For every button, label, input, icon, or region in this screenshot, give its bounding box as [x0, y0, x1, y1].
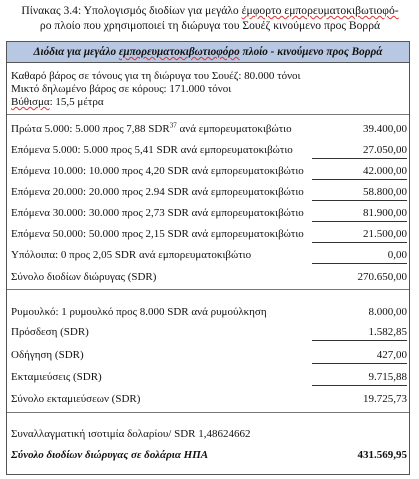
row-label: Πρώτα 5.000: 5.000 προς 7,88 SDR$^{37}$ ανά εμπορευματοκιβώτιο [11, 121, 292, 135]
table-row [11, 121, 407, 138]
row-value: 0,00 [312, 247, 407, 264]
draft-info [11, 96, 104, 109]
table-row [11, 205, 407, 222]
header-misspelled-word: εμπορευματοκιβωτιοφόρο [118, 46, 240, 58]
caption-misspelled-word: έμφορτο εμπορευματοκιβωτιοφό- [241, 4, 399, 17]
row-label: Σύνολο διοδίων διώρυγας (SDR) [11, 271, 157, 283]
tolls-table [6, 41, 410, 475]
caption-text-start: Πίνακας 3.4: Υπολογισμός διοδίων για μεγάλο [21, 4, 242, 17]
section-divider [7, 114, 409, 115]
table-row [11, 369, 407, 386]
table-row [11, 142, 407, 159]
draft-value: : 15,5 μέτρα [49, 96, 104, 108]
header-text-end: πλοίο - κινούμενο προς Βορρά [239, 46, 383, 58]
row-value: 27.050,00 [312, 142, 407, 159]
exchange-rate-row [11, 426, 407, 443]
row-value: 21.500,00 [312, 226, 407, 243]
table-header [7, 42, 409, 63]
disbursement-total-row [11, 391, 407, 408]
row-value: 42.000,00 [312, 163, 407, 180]
row-label: Επόμενα 20.000: 20.000 προς 2.94 SDR ανά εμπορευματοκιβώτιο [11, 186, 304, 198]
row-value: 427,00 [312, 347, 407, 364]
row-value: 81.900,00 [312, 205, 407, 222]
exchange-rate-text: Συναλλαγματική ισοτιμία δολαρίου/ SDR 1,48624662 [11, 428, 251, 440]
row-label: Εκταμιεύσεις (SDR) [11, 371, 102, 383]
row-value: 270.650,00 [357, 271, 407, 283]
row-label: Επόμενα 5.000: 5.000 προς 5,41 SDR ανά εμπορευματοκιβώτιο [11, 144, 293, 156]
row-value: 431.569,95 [357, 449, 407, 461]
row-value: 8.000,00 [368, 306, 407, 318]
row-label: Σύνολο διοδίων διώρυγας σε δολάρια ΗΠΑ [11, 449, 209, 461]
row-label: Οδήγηση (SDR) [11, 349, 84, 361]
table-row [11, 184, 407, 201]
row-label: Επόμενα 50.000: 50.000 προς 2,15 SDR ανά εμπορευματοκιβώτιο [11, 228, 304, 240]
row-value: 58.800,00 [312, 184, 407, 201]
canal-total-row [11, 269, 407, 286]
row-label: Επόμενα 10.000: 10.000 προς 4,20 SDR ανά εμπορευματοκιβώτιο [11, 165, 304, 177]
gross-tonnage: Μικτό δηλωμένο βάρος σε κόρους: 171.000 τόνοι [11, 83, 232, 95]
row-value: 39.400,00 [363, 123, 407, 135]
grand-total-row [11, 447, 407, 464]
section-divider [7, 289, 409, 290]
table-row [11, 304, 407, 321]
row-label: Πρόσδεση (SDR) [11, 326, 89, 338]
row-label: Υπόλοιπα: 0 προς 2,05 SDR ανά εμπορευματοκιβώτιο [11, 249, 252, 261]
table-row [11, 247, 407, 264]
caption-text-end: ρο πλοίο που χρησιμοποιεί τη διώρυγα του Σουέζ κινούμενο προς Βορρά [39, 19, 381, 32]
row-label: Ρυμουλκό: 1 ρυμουλκό προς 8.000 SDR ανά ρυμούλκηση [11, 306, 267, 318]
footnote-marker: 37 [169, 121, 177, 130]
table-row [11, 347, 407, 364]
table-row [11, 163, 407, 180]
row-value: 19.725,73 [363, 393, 407, 405]
table-caption [6, 3, 414, 33]
draft-label: Βύθισμα [11, 96, 50, 108]
row-value: 1.582,85 [312, 324, 407, 341]
section-divider [7, 412, 409, 413]
row-label: Σύνολο εκταμιεύσεων (SDR) [11, 393, 141, 405]
header-text-start: Διόδια για μεγάλο [33, 46, 119, 58]
row-label: Επόμενα 30.000: 30.000 προς 2,73 SDR ανά εμπορευματοκιβώτιο [11, 207, 304, 219]
row-value: 9.715,88 [312, 369, 407, 386]
table-row [11, 226, 407, 243]
net-tonnage: Καθαρό βάρος σε τόνους για τη διώρυγα του Σουέζ: 80.000 τόνοι [11, 70, 301, 82]
table-row [11, 324, 407, 341]
